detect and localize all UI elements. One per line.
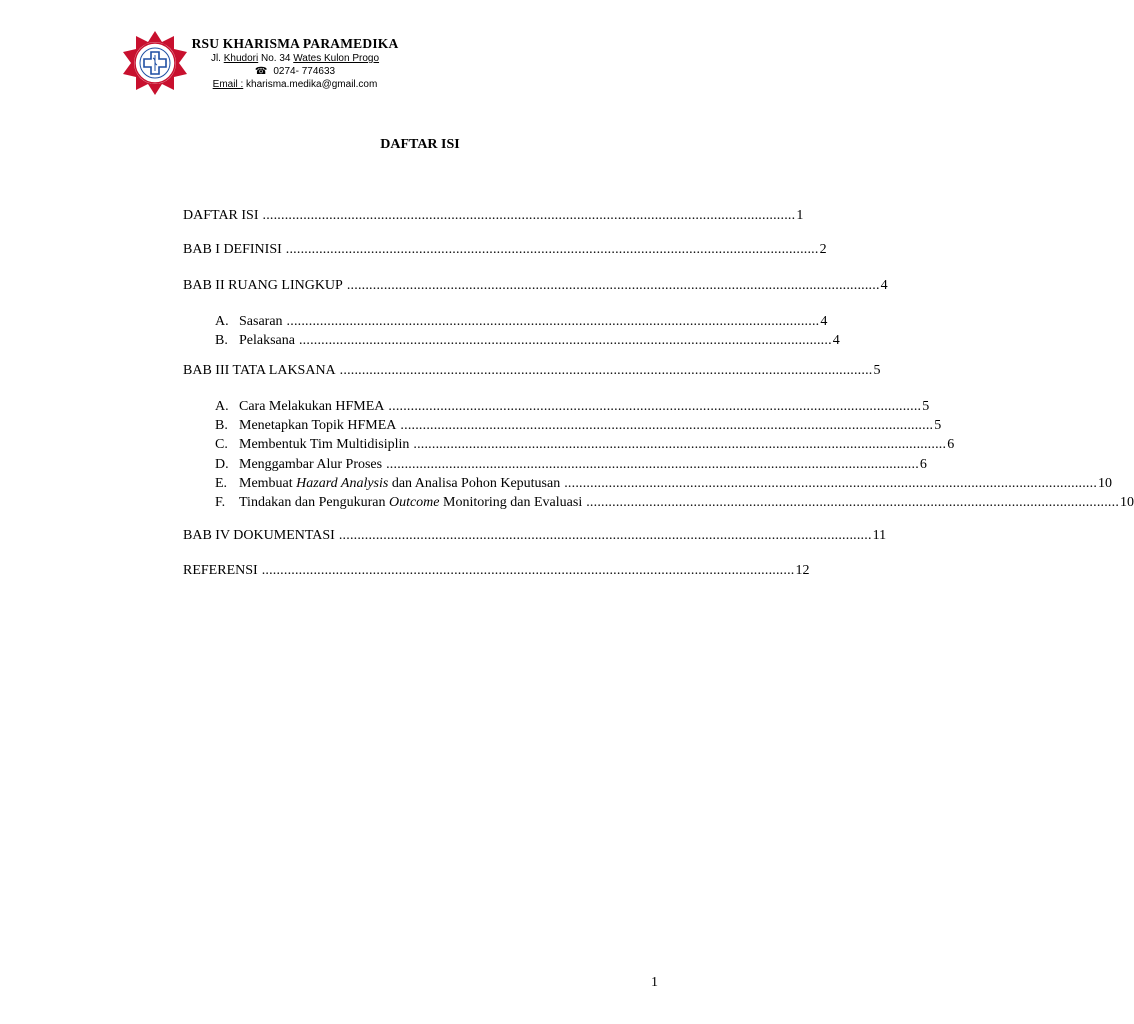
toc-subentry: B. Pelaksana ................................................................................................................................................ 4: [215, 333, 840, 348]
toc-subentry: E. Membuat Hazard Analysis dan Analisa Pohon Keputusan ................................................................................................................................................ 10: [215, 476, 1113, 491]
toc-subentry: F. Tindakan dan Pengukuran Outcome Monitoring dan Evaluasi ................................................................................................................................................ 10: [215, 495, 1134, 510]
hospital-phone: ☎ 0274- 774633: [254, 66, 336, 77]
hospital-name: RSU KHARISMA PARAMEDIKA: [191, 36, 399, 51]
hospital-address: Jl. Khudori No. 34 Wates Kulon Progo: [210, 53, 380, 64]
toc-subentry: B. Menetapkan Topik HFMEA ................................................................................................................................................ 5: [215, 418, 942, 433]
toc-subentry: D. Menggambar Alur Proses ................................................................................................................................................ 6: [215, 457, 927, 472]
page-title: DAFTAR ISI: [380, 137, 460, 152]
phone-icon: ☎: [254, 66, 268, 77]
toc-entry: DAFTAR ISI ................................................................................................................................................ 1: [183, 208, 804, 223]
toc-entry: BAB III TATA LAKSANA ................................................................................................................................................ 5: [183, 363, 881, 378]
hospital-logo-icon: [122, 30, 188, 96]
toc-entry: BAB II RUANG LINGKUP ................................................................................................................................................ 4: [183, 278, 888, 293]
page-number: 1: [651, 975, 658, 990]
letterhead-text: [190, 36, 400, 91]
toc-subentry: A. Sasaran ................................................................................................................................................ 4: [215, 314, 828, 329]
hospital-email: Email : kharisma.medika@gmail.com: [212, 79, 378, 90]
toc-entry: REFERENSI ................................................................................................................................................ 12: [183, 563, 810, 578]
toc-subentry: C. Membentuk Tim Multidisiplin ................................................................................................................................................ 6: [215, 437, 955, 452]
toc-entry: BAB I DEFINISI ................................................................................................................................................ 2: [183, 242, 827, 257]
toc-subentry: A. Cara Melakukan HFMEA ................................................................................................................................................ 5: [215, 399, 930, 414]
letterhead: [118, 24, 398, 98]
toc-entry: BAB IV DOKUMENTASI ................................................................................................................................................ 11: [183, 528, 887, 543]
